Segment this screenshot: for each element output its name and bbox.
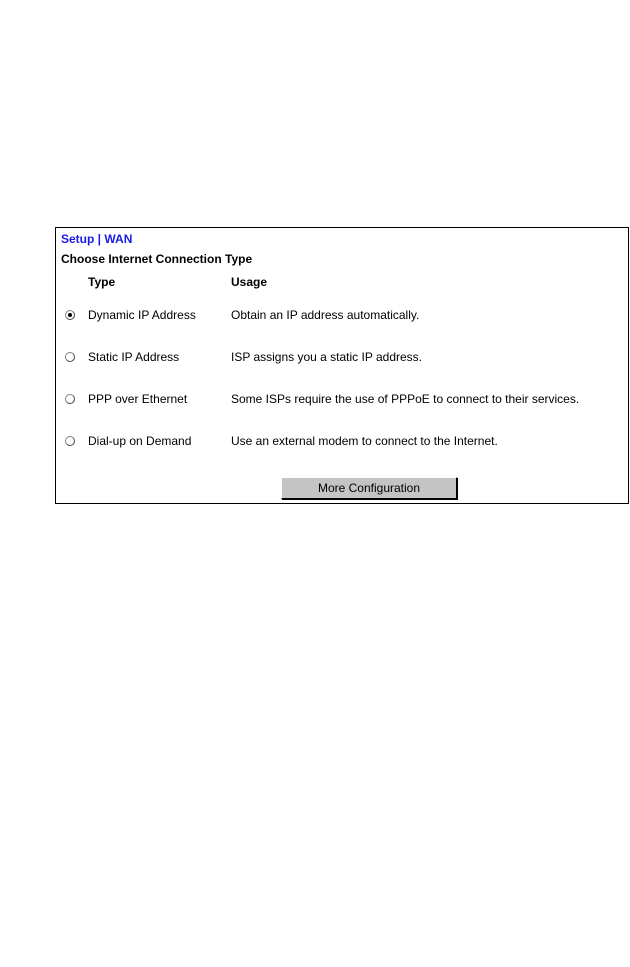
option-row-pppoe [56,391,629,409]
wan-setup-panel [55,227,629,504]
usage-column-header: Usage [231,275,268,289]
option-usage-label: ISP assigns you a static IP address. [231,350,422,364]
option-type-label: Static IP Address [88,350,180,364]
radio-dialup[interactable] [65,436,75,446]
radio-static-ip[interactable] [65,352,75,362]
radio-dynamic-ip[interactable] [65,310,75,320]
option-row-dialup [56,433,629,451]
section-title: Choose Internet Connection Type [61,252,253,266]
option-type-label: Dynamic IP Address [88,308,196,322]
option-type-label: Dial-up on Demand [88,434,192,448]
option-usage-label: Obtain an IP address automatically. [231,308,420,322]
option-usage-label: Use an external modem to connect to the Internet. [231,434,498,448]
type-column-header: Type [88,275,116,289]
option-row-static-ip [56,349,629,367]
option-type-label: PPP over Ethernet [88,392,188,406]
option-usage-label: Some ISPs require the use of PPPoE to connect to their services. [231,392,580,406]
radio-pppoe[interactable] [65,394,75,404]
more-configuration-button[interactable]: More Configuration [281,477,457,499]
option-row-dynamic-ip [56,307,629,325]
breadcrumb: Setup | WAN [61,232,133,246]
